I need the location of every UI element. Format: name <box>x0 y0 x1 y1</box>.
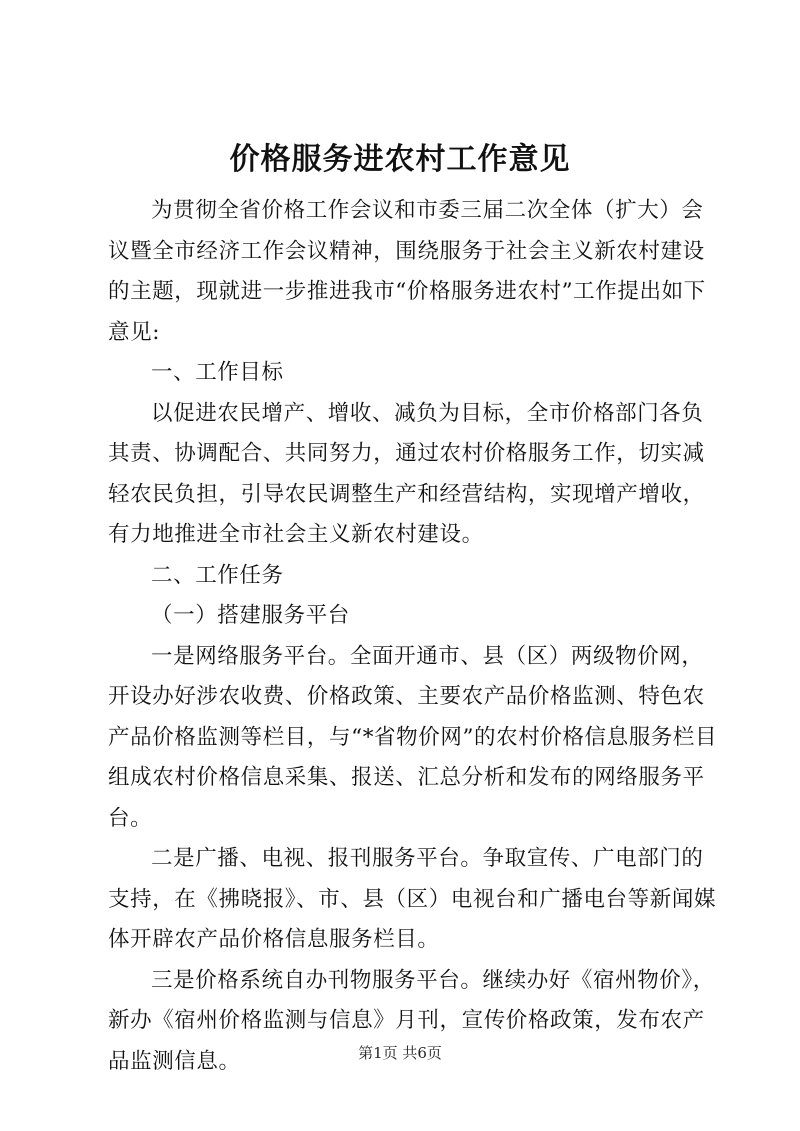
page-number-footer: 第1页 共6页 <box>358 1044 442 1062</box>
section-heading-tasks: 二、工作任务 <box>151 562 284 588</box>
subsection-heading-platform: （一）搭建服务平台 <box>151 603 350 628</box>
document-title: 价格服务进农村工作意见 <box>229 142 571 177</box>
document-body <box>108 191 720 1082</box>
media-platform-paragraph: 二是广播、电视、报刊服务平台。争取宣传、广电部门的支持，在《拂晓报》、市、县（区）电视台和广播电台等新闻媒体开辟农产品价格信息服务栏目。 <box>108 846 717 952</box>
network-platform-paragraph: 一是网络服务平台。全面开通市、县（区）两级物价网，开设办好涉农收费、价格政策、主要农产品价格监测、特色农产品价格监测等栏目，与“*省物价网”的农村价格信息服务栏目组成农村价格信息采集、报送、汇总分析和发布的网络服务平台。 <box>108 643 718 831</box>
section-heading-goals: 一、工作目标 <box>151 360 284 385</box>
publication-platform-paragraph: 三是价格系统自办刊物服务平台。继续办好《宿州物价》，新办《宿州价格监测与信息》月刊，宣传价格政策，发布农产品监测信息。 <box>108 967 715 1074</box>
intro-paragraph: 为贯彻全省价格工作会议和市委三届二次全体（扩大）会议暨全市经济工作会议精神，围绕服务于社会主义新农村建设的主题，现就进一步推进我市“价格服务进农村”工作提出如下意见: <box>108 198 706 345</box>
goals-paragraph: 以促进农民增产、增收、减负为目标，全市价格部门各负其责、协调配合、共同努力，通过农村价格服务工作，切实减轻农民负担，引导农民调整生产和经营结构，实现增产增收，有力地推进全市社会主义新农村建设。 <box>108 400 705 547</box>
